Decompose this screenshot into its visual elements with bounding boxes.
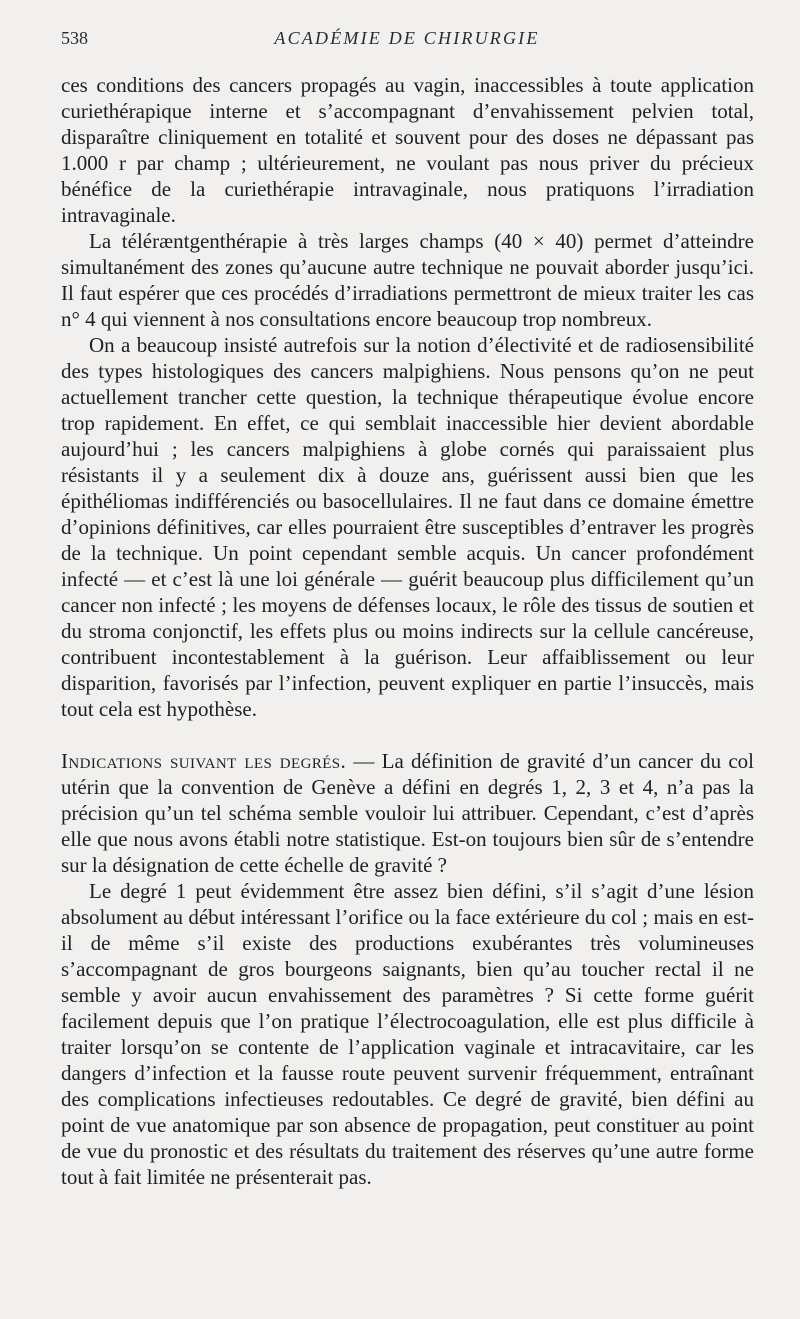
page-number: 538: [61, 28, 88, 48]
section-text: — La définition de gravité d’un cancer du col utérin que la convention de Genève a défini en degrés 1, 2, 3 et 4, n’a pas la précision qu’un tel schéma semble vouloir lui attribuer. Cependant, c’est d’après elle que nous avons établi notre statistique. Est-on toujours bien sûr de s’entendre sur la désignation de cette échelle de gravité ?: [61, 749, 754, 877]
paragraph-radiosensitivity: On a beaucoup insisté autrefois sur la notion d’électivité et de radiosensibilité des types histologiques des cancers malpighiens. Nous pensons qu’on ne peut actuellement trancher cette question, la technique thérapeutique évolue encore trop rapidement. En effet, ce qui semblait inaccessible hier devient abordable aujourd’hui ; les cancers malpighiens à globe cornés qui paraissaient plus résistants il y a seulement dix à douze ans, guérissent aussi bien que les épithéliomas indifférenciés ou basocellulaires. Il ne faut dans ce domaine émettre d’opinions définitives, car elles pourraient être susceptibles d’entraver les progrès de la technique. Un point cependant semble acquis. Un cancer profondément infecté — et c’est là une loi générale — guérit beaucoup plus difficilement qu’un cancer non infecté ; les moyens de défenses locaux, le rôle des tissus de soutien et du stroma conjonctif, les effets plus ou moins indirects sur la cellule cancéreuse, contribuent incontestablement à la guérison. Leur affaiblissement ou leur disparition, favorisés par l’infection, peuvent expliquer en partie l’insuccès, mais tout cela est hypothèse.: [61, 333, 754, 721]
paragraph-continuation: ces conditions des cancers propagés au vagin, inaccessibles à toute application curiethérapique interne et s’accompagnant d’envahissement pelvien total, disparaître cliniquement en totalité et souvent pour des doses ne dépassant pas 1.000 r par champ ; ultérieurement, ne voulant pas nous priver du précieux bénéfice de la curiethérapie intravaginale, nous pratiquons l’irradiation intravaginale.: [61, 73, 754, 227]
running-title: ACADÉMIE DE CHIRURGIE: [274, 28, 540, 48]
paragraph-indications: [61, 748, 754, 878]
section-heading: Indications suivant les degrés.: [61, 749, 347, 773]
paragraph-teleroentgentherapy: La téléræntgenthérapie à très larges champs (40 × 40) permet d’atteindre simultanément des zones qu’aucune autre technique ne pouvait aborder jusqu’ici. Il faut espérer que ces procédés d’irradiations permettront de mieux traiter les cas n° 4 qui viennent à nos consultations encore beaucoup trop nombreux.: [61, 229, 754, 331]
paragraph-degree-one: Le degré 1 peut évidemment être assez bien défini, s’il s’agit d’une lésion absolument au début intéressant l’orifice ou la face extérieure du col ; mais en est-il de même s’il existe des productions exubérantes très volumineuses s’accompagnant de gros bourgeons saignants, bien qu’au toucher rectal il ne semble y avoir aucun envahissement des paramètres ? Si cette forme guérit facilement depuis que l’on pratique l’électrocoagulation, elle est plus difficile à traiter lorsqu’on se contente de l’application vaginale et intracavitaire, car les dangers d’infection et la fausse route peuvent survenir fréquemment, entraînant des complications infectieuses redoutables. Ce degré de gravité, bien défini au point de vue anatomique par son absence de propagation, peut constituer au point de vue du pronostic et des résultats du traitement des réserves qu’une autre forme tout à fait limitée ne présenterait pas.: [61, 879, 754, 1189]
page-header: [61, 28, 753, 58]
body-text: [61, 72, 754, 1190]
